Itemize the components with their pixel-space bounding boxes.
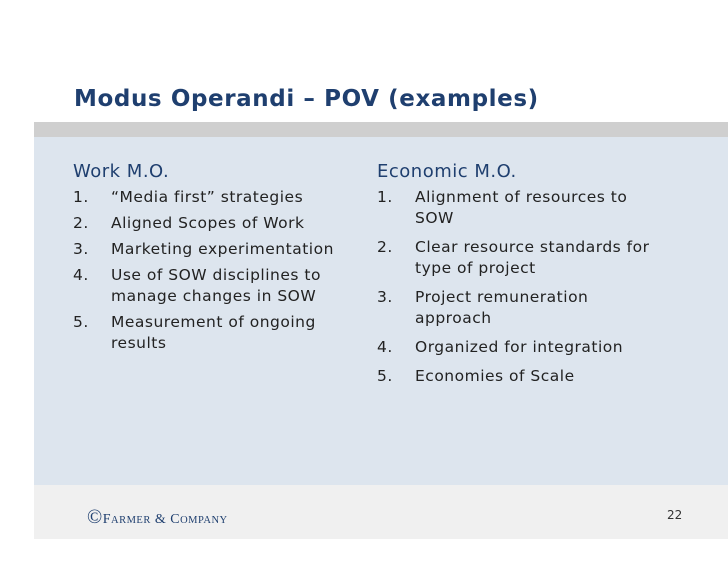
list-item (73, 265, 343, 307)
list-number: 2. (377, 238, 393, 256)
list-number: 2. (73, 214, 89, 232)
list-text: Use of SOW disciplines to manage changes in SOW (111, 266, 321, 305)
list-item (377, 366, 657, 387)
work-mo-column (73, 161, 343, 359)
list-text: Alignment of resources to SOW (415, 188, 628, 227)
list-text: Clear resource standards for type of project (415, 238, 650, 277)
list-text: “Media first” strategies (111, 188, 304, 206)
list-text: Organized for integration (415, 338, 624, 356)
list-text: Marketing experimentation (111, 240, 334, 258)
work-mo-list (73, 187, 343, 354)
list-item (73, 187, 343, 208)
list-text: Project remuneration approach (415, 288, 589, 327)
page-number: 22 (667, 508, 683, 522)
list-text: Aligned Scopes of Work (111, 214, 305, 232)
list-number: 4. (377, 338, 393, 356)
work-mo-heading: Work M.O. (73, 161, 170, 182)
list-text: Economies of Scale (415, 367, 575, 385)
list-text: Measurement of ongoing results (111, 313, 316, 352)
list-number: 5. (377, 367, 393, 385)
company-logo: ©FARMER & COMPANY (87, 506, 228, 528)
list-number: 1. (73, 188, 89, 206)
list-number: 1. (377, 188, 393, 206)
list-number: 5. (73, 313, 89, 331)
list-item (73, 239, 343, 260)
economic-mo-column (377, 161, 657, 395)
economic-mo-heading: Economic M.O. (377, 161, 517, 182)
list-item (377, 337, 657, 358)
list-number: 3. (73, 240, 89, 258)
economic-mo-list (377, 187, 657, 387)
list-item (73, 213, 343, 234)
list-number: 3. (377, 288, 393, 306)
title-divider-bar (34, 122, 728, 137)
list-item (377, 187, 657, 229)
list-item (377, 287, 657, 329)
list-number: 4. (73, 266, 89, 284)
list-item (377, 237, 657, 279)
list-item (73, 312, 343, 354)
slide-title: Modus Operandi – POV (examples) (74, 86, 539, 112)
